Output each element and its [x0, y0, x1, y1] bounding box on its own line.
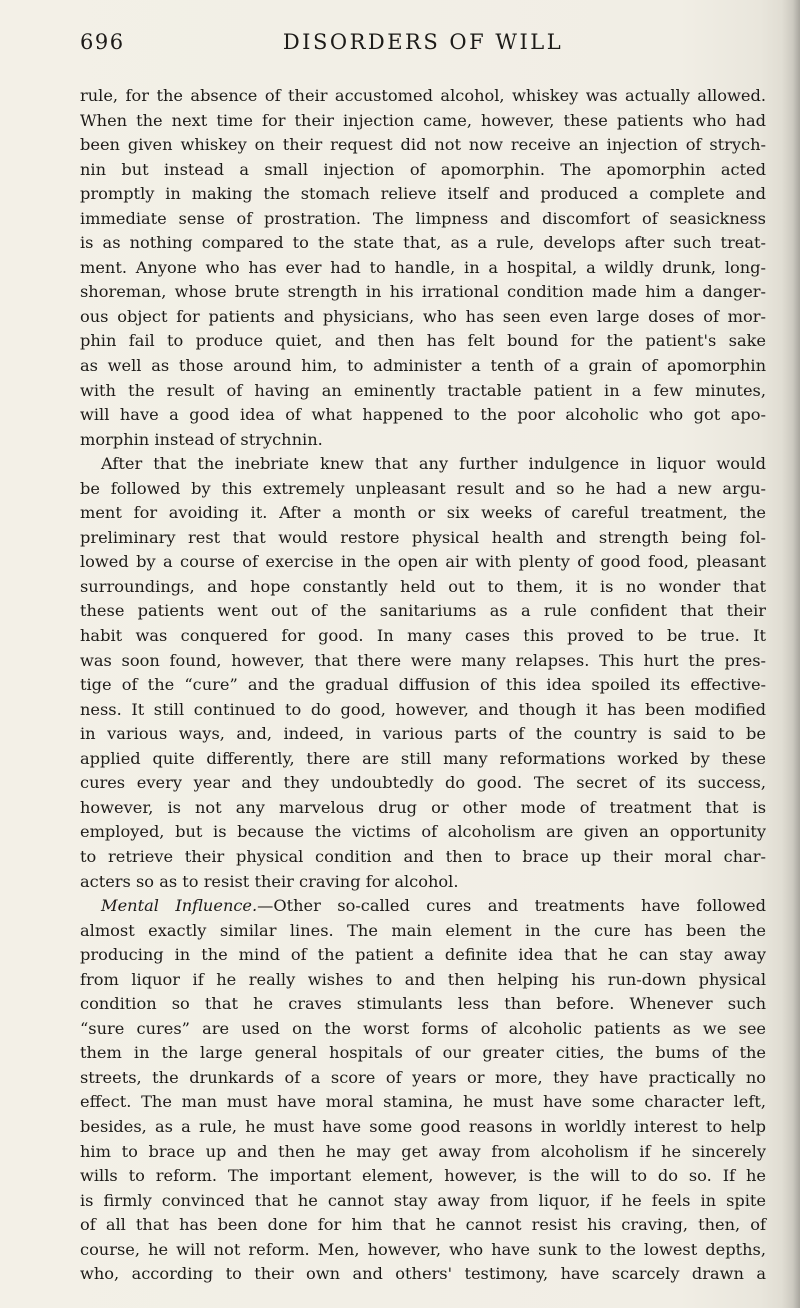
text-line: him to brace up and then he may get away from alcoholism if he sincerely: [80, 1141, 766, 1161]
text-line: ment for avoiding it. After a month or six weeks of careful treatment, the: [80, 503, 766, 523]
text-line: promptly in making the stomach relieve itself and produced a complete and: [80, 184, 766, 204]
text-line: streets, the drunkards of a score of years or more, they have practically no: [80, 1067, 766, 1087]
text-line: to retrieve their physical condition and then to brace up their moral char-: [80, 846, 766, 866]
text-line: be followed by this extremely unpleasant result and so he had a new argu-: [80, 478, 766, 498]
text-line: ment. Anyone who has ever had to handle, in a hospital, a wildly drunk, long-: [80, 257, 766, 277]
text-line: preliminary rest that would restore physical health and strength being fol-: [80, 527, 766, 547]
text-line: been given whiskey on their request did not now receive an injection of strych-: [80, 135, 766, 155]
text-line: cures every year and they undoubtedly do good. The secret of its success,: [80, 773, 766, 793]
page-edge-shadow: [782, 0, 800, 1308]
text-line: ness. It still continued to do good, however, and though it has been modified: [80, 699, 766, 719]
text-line: applied quite differently, there are still many reformations worked by these: [80, 748, 766, 768]
section-heading-line: [80, 894, 766, 919]
text-line: besides, as a rule, he must have some good reasons in worldly interest to help: [80, 1116, 766, 1136]
text-line: employed, but is because the victims of alcoholism are given an opportunity: [80, 822, 766, 842]
text-line: “sure cures” are used on the worst forms of alcoholic patients as we see: [80, 1018, 766, 1038]
text-line: effect. The man must have moral stamina, he must have some character left,: [80, 1092, 766, 1112]
text-line: from liquor if he really wishes to and then helping his run-down physical: [80, 969, 766, 989]
text-line: shoreman, whose brute strength in his irrational condition made him a danger-: [80, 282, 766, 302]
text-line: rule, for the absence of their accustomed alcohol, whiskey was actually allowed.: [80, 86, 766, 105]
text-line: of all that has been done for him that he cannot resist his craving, then, of: [80, 1215, 766, 1235]
text-line: as well as those around him, to administer a tenth of a grain of apomorphin: [80, 356, 766, 376]
text-line: habit was conquered for good. In many cases this proved to be true. It: [80, 626, 766, 646]
text-line: ous object for patients and physicians, who has seen even large doses of mor-: [80, 306, 766, 326]
text-line: producing in the mind of the patient a definite idea that he can stay away: [80, 945, 766, 965]
text-line: lowed by a course of exercise in the open air with plenty of good food, pleasant: [80, 552, 766, 572]
text-line: wills to reform. The important element, however, is the will to do so. If he: [80, 1166, 766, 1186]
body-text: [80, 84, 766, 1287]
text-line: was soon found, however, that there were many relapses. This hurt the pres-: [80, 650, 766, 670]
text-line: immediate sense of prostration. The limpness and discomfort of seasickness: [80, 208, 766, 228]
text-line: is as nothing compared to the state that, as a rule, develops after such treat-: [80, 233, 766, 253]
text-line: will have a good idea of what happened to the poor alcoholic who got apo-: [80, 405, 766, 425]
text-line: condition so that he craves stimulants less than before. Whenever such: [80, 994, 766, 1014]
running-title: DISORDERS OF WILL: [282, 30, 564, 54]
section-heading: Mental Influence.: [101, 896, 258, 916]
text-line: nin but instead a small injection of apomorphin. The apomorphin acted: [80, 159, 766, 179]
text-line: however, is not any marvelous drug or other mode of treatment that is: [80, 797, 766, 817]
text-line: with the result of having an eminently tractable patient in a few minutes,: [80, 380, 766, 400]
text-line: tige of the “cure” and the gradual diffusion of this idea spoiled its effective-: [80, 675, 766, 695]
text-line: morphin instead of strychnin.: [80, 429, 323, 449]
text-line: surroundings, and hope constantly held out to them, it is no wonder that: [80, 576, 766, 596]
text-line: almost exactly similar lines. The main element in the cure has been the: [80, 920, 766, 940]
text-line: acters so as to resist their craving for alcohol.: [80, 871, 459, 891]
text-line: When the next time for their injection came, however, these patients who had: [80, 110, 766, 130]
text-line: these patients went out of the sanitariums as a rule confident that their: [80, 601, 766, 621]
paragraph-start-line: After that the inebriate knew that any further indulgence in liquor would: [101, 454, 766, 474]
text-line: who, according to their own and others' testimony, have scarcely drawn a: [80, 1264, 766, 1284]
text-line: course, he will not reform. Men, however, who have sunk to the lowest depths,: [80, 1239, 766, 1259]
page-header: [80, 30, 766, 56]
page-number: 696: [80, 30, 125, 54]
text-run: —Other so-called cures and treatments have followed: [257, 896, 766, 916]
text-line: in various ways, and, indeed, in various parts of the country is said to be: [80, 724, 766, 744]
text-line: is firmly convinced that he cannot stay away from liquor, if he feels in spite: [80, 1190, 766, 1210]
text-line: them in the large general hospitals of our greater cities, the bums of the: [80, 1043, 766, 1063]
text-line: phin fail to produce quiet, and then has felt bound for the patient's sake: [80, 331, 766, 351]
